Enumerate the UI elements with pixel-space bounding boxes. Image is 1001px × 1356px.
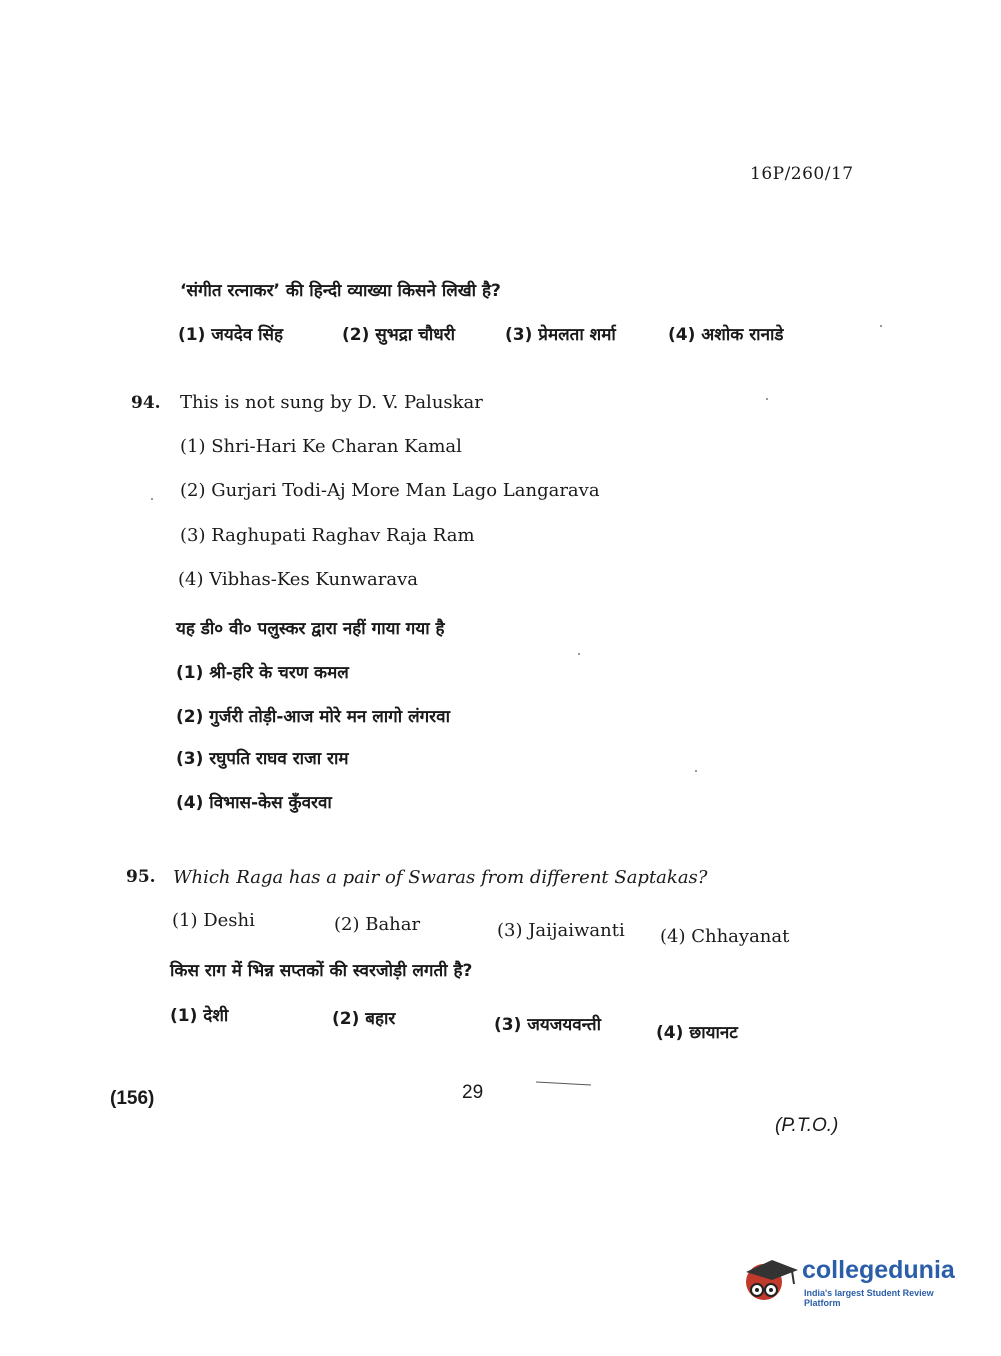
brand-tagline: India's largest Student Review Platform [804,1288,934,1308]
scan-speck [766,398,768,400]
q94-option-4: (4) Vibhas-Kes Kunwarava [178,569,419,590]
q94-hindi-option-4: (4) विभास-केस कुँवरवा [176,793,332,813]
q94-hindi-option-2: (2) गुर्जरी तोड़ी-आज मोरे मन लागो लंगरवा [176,707,450,727]
mascot-icon [742,1252,798,1308]
scan-speck [151,498,153,500]
q95-number: 95. [126,867,156,887]
booklet-number: (156) [110,1088,155,1109]
q95-option-4: (4) Chhayanat [660,926,790,947]
q95-option-2: (2) Bahar [334,914,421,935]
scan-speck [578,653,580,655]
q94-number: 94. [131,393,161,413]
q93-hindi-question: ‘संगीत रत्नाकर’ की हिन्दी व्याख्या किसने लिखी है? [180,281,501,301]
q95-option-3: (3) Jaijaiwanti [497,920,625,941]
scan-speck [880,325,882,327]
scan-speck [695,770,697,772]
q94-option-3: (3) Raghupati Raghav Raja Ram [180,525,475,546]
pto-note: (P.T.O.) [775,1115,839,1136]
q94-option-2: (2) Gurjari Todi-Aj More Man Lago Langarava [180,480,600,501]
q94-option-1: (1) Shri-Hari Ke Charan Kamal [180,436,462,457]
q95-hindi-option-3: (3) जयजयवन्ती [494,1015,602,1035]
q94-hindi-option-1: (1) श्री-हरि के चरण कमल [176,663,349,683]
q95-hindi-question: किस राग में भिन्न सप्तकों की स्वरजोड़ी लगती है? [170,961,473,981]
brand-name: collegedunia [802,1256,955,1284]
q95-hindi-option-1: (1) देशी [170,1006,229,1026]
q94-question: This is not sung by D. V. Paluskar [180,392,483,413]
q95-hindi-option-4: (4) छायानट [656,1023,738,1043]
page-number: 29 [462,1082,484,1103]
collegedunia-logo [742,1250,972,1310]
q93-hindi-option-4: (4) अशोक रानाडे [668,325,784,345]
paper-code: 16P/260/17 [750,164,854,184]
q94-hindi-question: यह डी० वी० पलुस्कर द्वारा नहीं गाया गया है [176,619,445,639]
q95-option-1: (1) Deshi [172,910,255,931]
q93-hindi-option-2: (2) सुभद्रा चौधरी [342,325,456,345]
q93-hindi-option-1: (1) जयदेव सिंह [178,325,284,345]
q95-question: Which Raga has a pair of Swaras from different Saptakas? [173,867,708,888]
q95-hindi-option-2: (2) बहार [332,1009,396,1029]
q94-hindi-option-3: (3) रघुपति राघव राजा राम [176,749,349,769]
scan-mark [536,1082,591,1086]
q93-hindi-option-3: (3) प्रेमलता शर्मा [505,325,616,345]
